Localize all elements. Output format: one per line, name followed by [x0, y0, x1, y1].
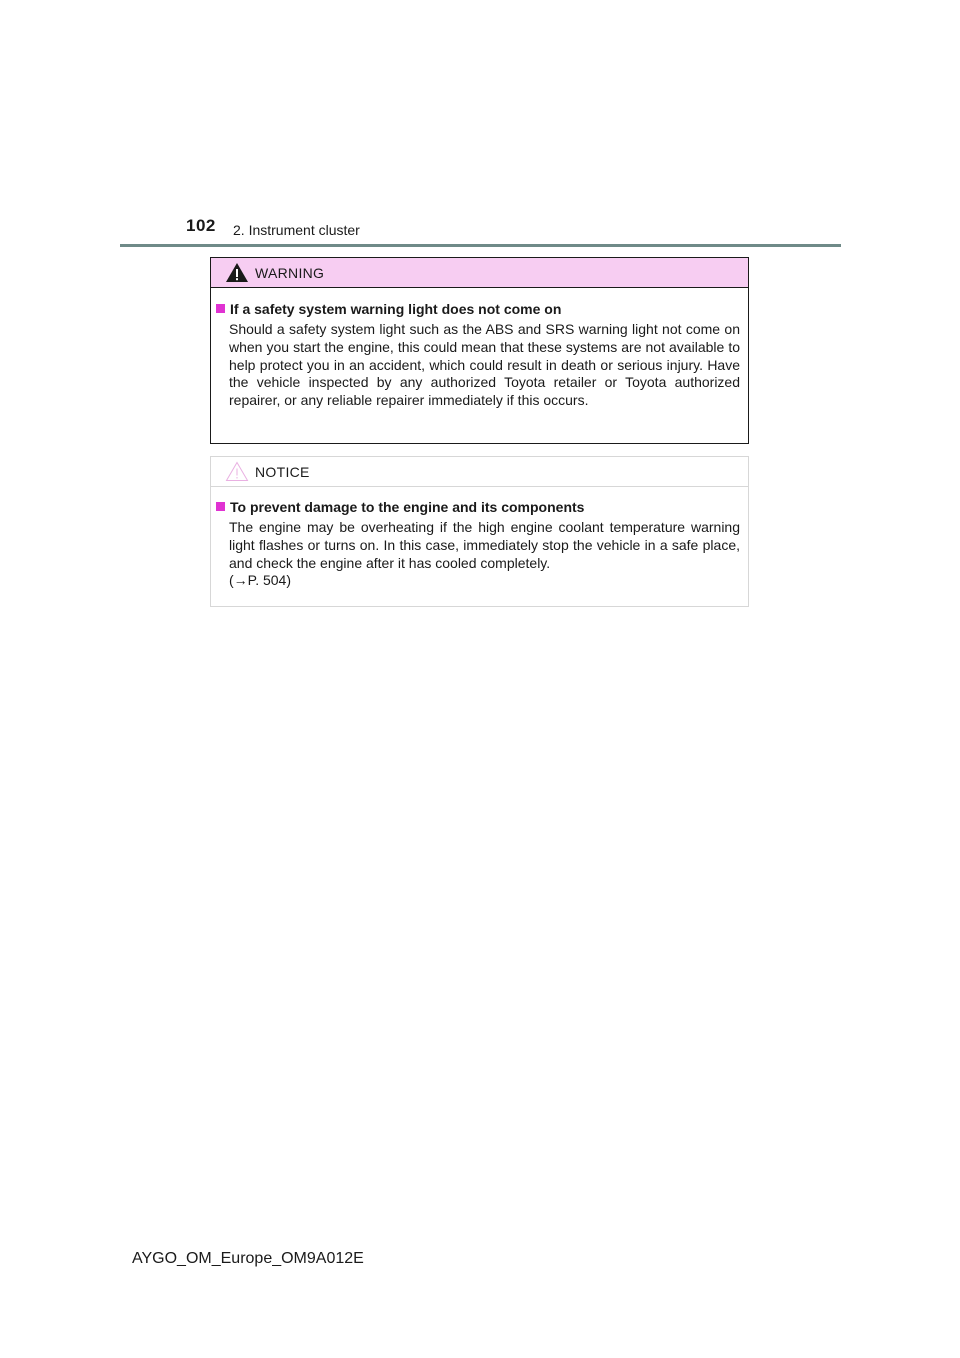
warning-item-title: [216, 301, 561, 317]
warning-item-title-text: If a safety system warning light does not come on: [230, 301, 562, 317]
header-rule: [120, 244, 841, 247]
notice-item-body: [229, 519, 740, 590]
section-title: 2. Instrument cluster: [233, 222, 360, 238]
notice-item-title-text: To prevent damage to the engine and its components: [230, 499, 585, 515]
notice-item-title: [216, 499, 584, 515]
page-number: 102: [186, 216, 216, 235]
warning-label: WARNING: [255, 265, 325, 281]
warning-item-body: Should a safety system light such as the ABS and SRS warning light not come on when you start the engine, this could mean that these systems are not available to help protect you in an accident, which could result in death or serious injury. Have the vehicle inspected by any authorized Toyota retailer or Toyota authorized repairer, or any reliable repairer immediately if this occurs.: [229, 321, 740, 409]
notice-header: [211, 457, 748, 487]
notice-label: NOTICE: [255, 464, 310, 480]
page-reference-link[interactable]: (→P. 504): [229, 572, 291, 589]
square-bullet-icon: [216, 304, 225, 313]
warning-box: [210, 257, 749, 444]
notice-body-text: The engine may be overheating if the high engine coolant temperature warning light flashes or turns on. In this case, immediately stop the vehicle in a safe place, and check the engine after it has cooled completely.: [229, 519, 740, 571]
notice-box: [210, 456, 749, 607]
warning-header: [211, 258, 748, 288]
square-bullet-icon: [216, 502, 225, 511]
footer-document-id: AYGO_OM_Europe_OM9A012E: [132, 1250, 364, 1267]
notice-triangle-icon: [225, 461, 249, 482]
warning-triangle-icon: [225, 262, 249, 283]
